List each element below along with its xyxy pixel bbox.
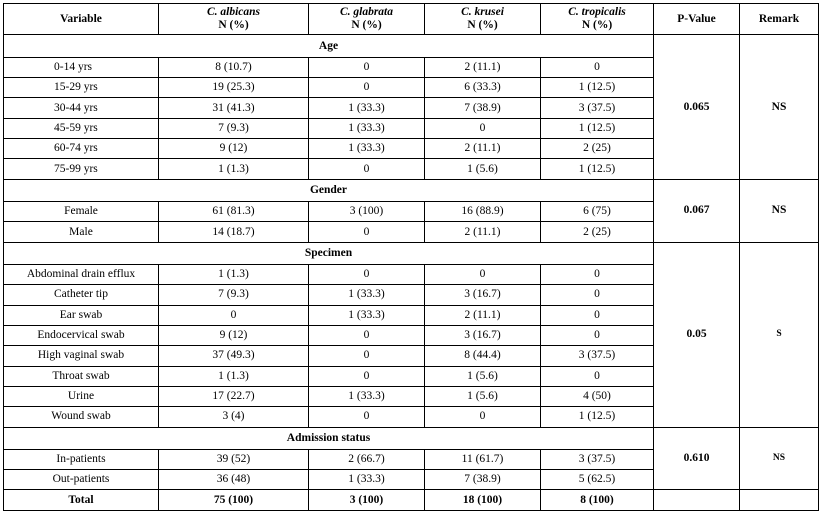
cell-value: 61 (81.3) [159, 202, 309, 222]
section-remark: NS [740, 179, 819, 242]
cell-value: 1 (33.3) [309, 139, 425, 159]
section-title: Gender [4, 179, 654, 201]
section-header-row [4, 179, 819, 201]
row-label: 0-14 yrs [4, 57, 159, 77]
cell-value: 1 (33.3) [309, 285, 425, 305]
cell-value: 2 (11.1) [425, 222, 541, 242]
cell-value: 1 (1.3) [159, 159, 309, 179]
total-empty-cell [740, 490, 819, 511]
cell-value: 3 (37.5) [541, 449, 654, 469]
cell-value: 8 (10.7) [159, 57, 309, 77]
cell-value: 0 [309, 407, 425, 427]
candida-distribution-table [3, 3, 819, 511]
cell-value: 0 [541, 57, 654, 77]
row-label: In-patients [4, 449, 159, 469]
row-label: 75-99 yrs [4, 159, 159, 179]
cell-value: 1 (12.5) [541, 407, 654, 427]
row-label: 45-59 yrs [4, 118, 159, 138]
section-title: Age [4, 35, 654, 57]
total-label: Total [4, 490, 159, 511]
section-header-row [4, 35, 819, 57]
section-p-value: 0.610 [654, 427, 740, 490]
cell-value: 36 (48) [159, 470, 309, 490]
cell-value: 2 (25) [541, 222, 654, 242]
cell-value: 0 [309, 325, 425, 345]
species-unit: N (%) [467, 19, 498, 32]
cell-value: 1 (12.5) [541, 118, 654, 138]
cell-value: 7 (38.9) [425, 98, 541, 118]
cell-value: 1 (1.3) [159, 366, 309, 386]
row-label: Abdominal drain efflux [4, 265, 159, 285]
cell-value: 0 [541, 305, 654, 325]
cell-value: 2 (66.7) [309, 449, 425, 469]
cell-value: 3 (4) [159, 407, 309, 427]
header-c-krusei [425, 4, 541, 35]
row-label: 15-29 yrs [4, 78, 159, 98]
cell-value: 0 [541, 366, 654, 386]
cell-value: 11 (61.7) [425, 449, 541, 469]
cell-value: 1 (5.6) [425, 386, 541, 406]
cell-value: 5 (62.5) [541, 470, 654, 490]
row-label: Catheter tip [4, 285, 159, 305]
cell-value: 0 [425, 118, 541, 138]
section-p-value: 0.067 [654, 179, 740, 242]
row-label: Endocervical swab [4, 325, 159, 345]
header-c-tropicalis [541, 4, 654, 35]
cell-value: 3 (37.5) [541, 98, 654, 118]
header-remark: Remark [740, 4, 819, 35]
cell-value: 2 (11.1) [425, 139, 541, 159]
section-remark: S [740, 242, 819, 427]
cell-value: 31 (41.3) [159, 98, 309, 118]
header-c-albicans [159, 4, 309, 35]
cell-value: 2 (11.1) [425, 57, 541, 77]
section-title: Admission status [4, 427, 654, 449]
species-name: C. glabrata [339, 6, 394, 19]
row-label: Female [4, 202, 159, 222]
section-header-row [4, 427, 819, 449]
cell-value: 7 (38.9) [425, 470, 541, 490]
species-unit: N (%) [581, 19, 613, 32]
cell-value: 7 (9.3) [159, 285, 309, 305]
section-p-value: 0.065 [654, 35, 740, 179]
cell-value: 3 (37.5) [541, 346, 654, 366]
section-remark: NS [740, 35, 819, 179]
cell-value: 16 (88.9) [425, 202, 541, 222]
species-unit: N (%) [351, 19, 382, 32]
total-empty-cell [654, 490, 740, 511]
row-label: 30-44 yrs [4, 98, 159, 118]
cell-value: 1 (5.6) [425, 159, 541, 179]
cell-value: 0 [309, 222, 425, 242]
cell-value: 39 (52) [159, 449, 309, 469]
total-value: 75 (100) [159, 490, 309, 511]
cell-value: 1 (12.5) [541, 159, 654, 179]
cell-value: 0 [309, 366, 425, 386]
cell-value: 7 (9.3) [159, 118, 309, 138]
species-name: C. albicans [206, 6, 261, 19]
cell-value: 1 (33.3) [309, 98, 425, 118]
cell-value: 0 [309, 346, 425, 366]
cell-value: 1 (1.3) [159, 265, 309, 285]
cell-value: 0 [541, 285, 654, 305]
cell-value: 19 (25.3) [159, 78, 309, 98]
cell-value: 2 (25) [541, 139, 654, 159]
cell-value: 3 (16.7) [425, 325, 541, 345]
header-p-value: P-Value [654, 4, 740, 35]
row-label: Urine [4, 386, 159, 406]
row-label: 60-74 yrs [4, 139, 159, 159]
cell-value: 37 (49.3) [159, 346, 309, 366]
species-name: C. krusei [461, 6, 504, 19]
cell-value: 0 [425, 265, 541, 285]
header-row [4, 4, 819, 35]
cell-value: 1 (33.3) [309, 386, 425, 406]
cell-value: 3 (100) [309, 202, 425, 222]
species-unit: N (%) [218, 19, 249, 32]
cell-value: 1 (12.5) [541, 78, 654, 98]
cell-value: 3 (16.7) [425, 285, 541, 305]
total-value: 18 (100) [425, 490, 541, 511]
cell-value: 8 (44.4) [425, 346, 541, 366]
section-remark: NS [740, 427, 819, 490]
total-row [4, 490, 819, 511]
row-label: Out-patients [4, 470, 159, 490]
cell-value: 0 [309, 265, 425, 285]
row-label: Ear swab [4, 305, 159, 325]
cell-value: 0 [541, 265, 654, 285]
cell-value: 1 (5.6) [425, 366, 541, 386]
species-name: C. tropicalis [568, 6, 626, 19]
cell-value: 0 [425, 407, 541, 427]
cell-value: 9 (12) [159, 139, 309, 159]
cell-value: 9 (12) [159, 325, 309, 345]
cell-value: 17 (22.7) [159, 386, 309, 406]
cell-value: 0 [309, 78, 425, 98]
cell-value: 6 (33.3) [425, 78, 541, 98]
cell-value: 14 (18.7) [159, 222, 309, 242]
cell-value: 0 [309, 57, 425, 77]
cell-value: 0 [309, 159, 425, 179]
cell-value: 1 (33.3) [309, 118, 425, 138]
row-label: Throat swab [4, 366, 159, 386]
cell-value: 1 (33.3) [309, 305, 425, 325]
row-label: Wound swab [4, 407, 159, 427]
section-p-value: 0.05 [654, 242, 740, 427]
header-variable: Variable [4, 4, 159, 35]
cell-value: 1 (33.3) [309, 470, 425, 490]
header-c-glabrata [309, 4, 425, 35]
total-value: 3 (100) [309, 490, 425, 511]
cell-value: 0 [159, 305, 309, 325]
section-header-row [4, 242, 819, 264]
cell-value: 2 (11.1) [425, 305, 541, 325]
total-value: 8 (100) [541, 490, 654, 511]
section-title: Specimen [4, 242, 654, 264]
row-label: Male [4, 222, 159, 242]
cell-value: 6 (75) [541, 202, 654, 222]
row-label: High vaginal swab [4, 346, 159, 366]
cell-value: 0 [541, 325, 654, 345]
cell-value: 4 (50) [541, 386, 654, 406]
